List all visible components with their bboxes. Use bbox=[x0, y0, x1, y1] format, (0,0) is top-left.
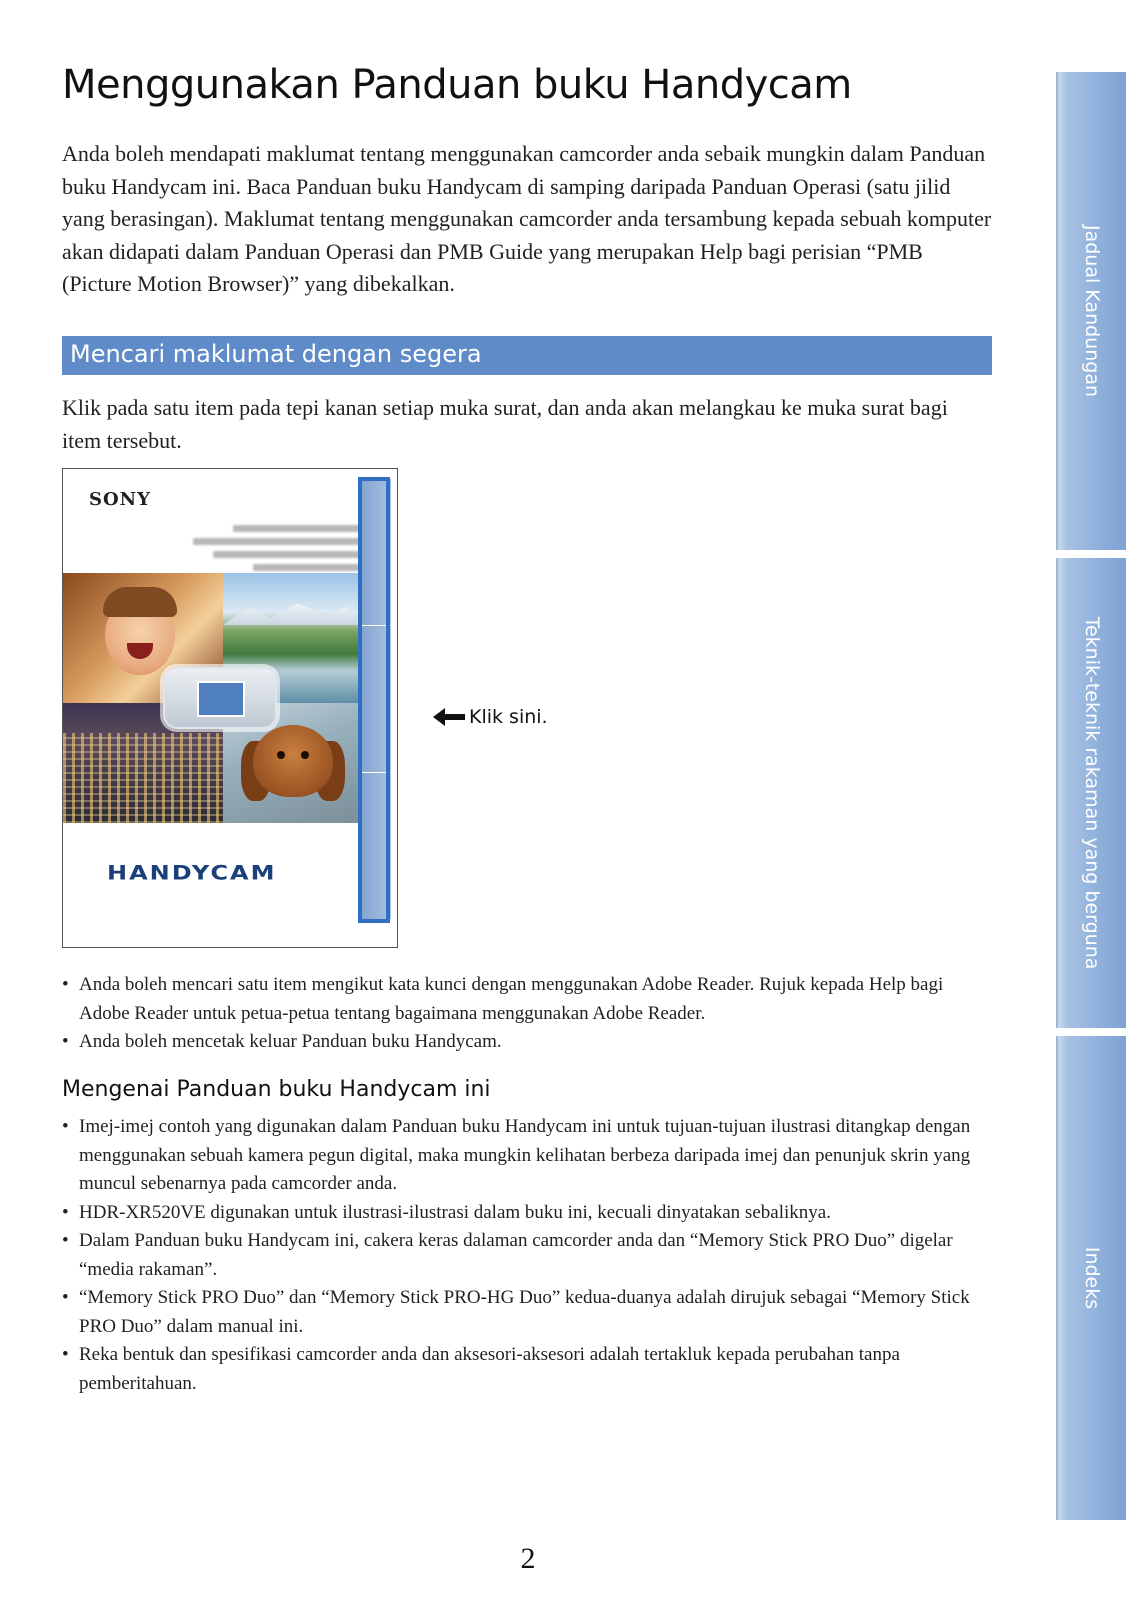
cover-title-blurred bbox=[183, 525, 363, 577]
list-item: • Imej-imej contoh yang digunakan dalam Panduan buku Handycam ini untuk tujuan-tujuan ilustrasi ditangkap dengan menggunakan sebuah kamera pegun digital, maka mungkin kelihatan berbeza daripada imej dan penunjuk skrin yang muncul sebenarnya pada camcorder anda. bbox=[62, 1116, 971, 1194]
side-tab-label: Jadual Kandungan bbox=[1081, 224, 1103, 398]
list-item: • HDR-XR520VE digunakan untuk ilustrasi-ilustrasi dalam buku ini, kecuali dinyatakan sebaliknya. bbox=[62, 1201, 831, 1223]
klik-label: Klik sini. bbox=[469, 706, 548, 728]
klik-callout bbox=[433, 704, 548, 730]
list-item: • “Memory Stick PRO Duo” dan “Memory Stick PRO-HG Duo” kedua-duanya adalah dirujuk sebagai “Memory Stick PRO Duo” dalam manual ini. bbox=[62, 1287, 970, 1337]
sony-logo: SONY bbox=[89, 489, 151, 510]
side-tab-label: Teknik-teknik rakaman yang berguna bbox=[1081, 616, 1103, 970]
page-title: Menggunakan Panduan buku Handycam bbox=[62, 62, 852, 108]
bullet-list-search bbox=[62, 971, 992, 1057]
left-arrow-icon bbox=[433, 708, 465, 726]
page-number: 2 bbox=[520, 1542, 536, 1575]
handbook-cover-illustration bbox=[62, 468, 398, 948]
intro-paragraph: Anda boleh mendapati maklumat tentang menggunakan camcorder anda sebaik mungkin dalam Panduan buku Handycam ini. Baca Panduan buku Handycam di samping daripada Panduan Operasi (satu jilid yang berasingan). Maklumat tentang menggunakan camcorder anda tersambung kepada sebuah komputer akan didapati dalam Panduan Operasi dan PMB Guide yang merupakan Help bagi perisian “PMB (Picture Motion Browser)” yang dibekalkan. bbox=[62, 141, 992, 296]
subheading: Mengenai Panduan buku Handycam ini bbox=[62, 1077, 491, 1102]
side-tab-label: Indeks bbox=[1081, 1246, 1103, 1310]
section-heading: Mencari maklumat dengan segera bbox=[70, 340, 482, 368]
side-tab-index[interactable] bbox=[1056, 1036, 1126, 1520]
handycam-logo: HANDYCAM bbox=[107, 861, 277, 885]
bullet-list-about bbox=[62, 1113, 992, 1398]
section-paragraph: Klik pada satu item pada tepi kanan setiap muka surat, dan anda akan melangkau ke muka surat bagi item tersebut. bbox=[62, 395, 948, 453]
list-item: • Anda boleh mencari satu item mengikut kata kunci dengan menggunakan Adobe Reader. Rujuk kepada Help bagi Adobe Reader untuk petua-petua tentang bagaimana menggunakan Adobe Reader. bbox=[62, 974, 944, 1024]
side-tab-contents[interactable] bbox=[1056, 72, 1126, 550]
camcorder-icon bbox=[163, 667, 277, 729]
section-heading-bar bbox=[62, 336, 992, 375]
list-item: • Dalam Panduan buku Handycam ini, cakera keras dalaman camcorder anda dan “Memory Stick PRO Duo” digelar “media rakaman”. bbox=[62, 1230, 953, 1280]
side-tab-highlight bbox=[358, 477, 390, 923]
side-tab-techniques[interactable] bbox=[1056, 558, 1126, 1028]
list-item: • Anda boleh mencetak keluar Panduan buku Handycam. bbox=[62, 1031, 502, 1052]
list-item: • Reka bentuk dan spesifikasi camcorder anda dan aksesori-aksesori adalah tertakluk kepada perubahan tanpa pemberitahuan. bbox=[62, 1344, 900, 1394]
